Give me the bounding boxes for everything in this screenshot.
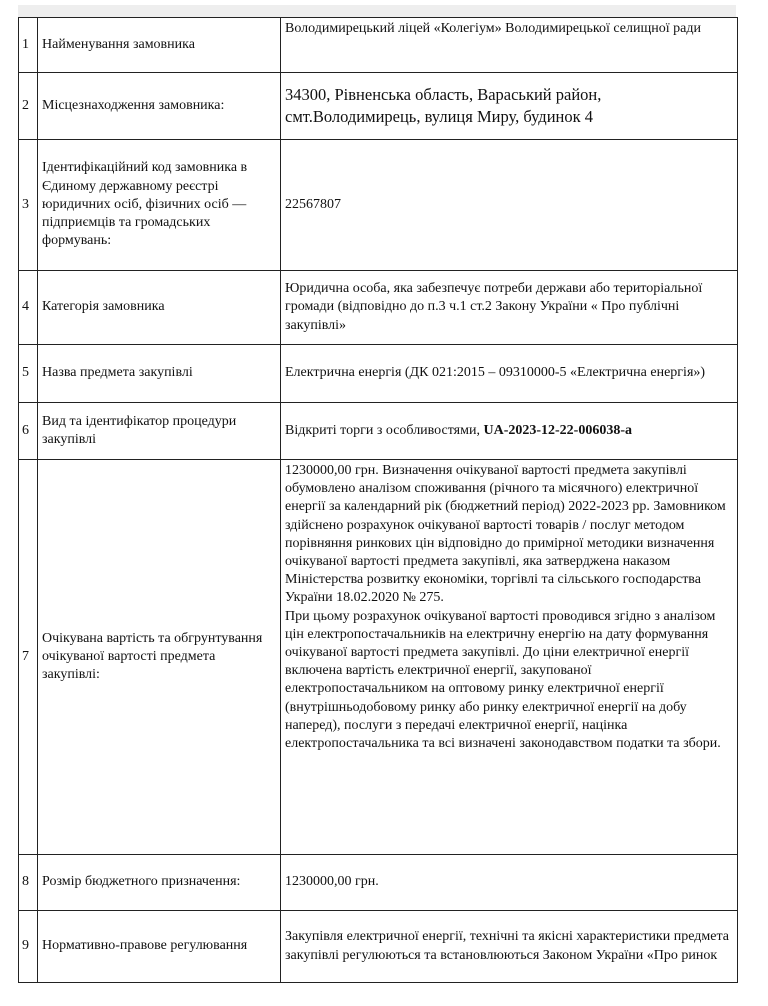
row-number: 5 [19, 345, 38, 403]
table-row [19, 271, 738, 345]
row-label: Вид та ідентифікатор процедури закупівлі [38, 403, 281, 460]
row-value: 34300, Рівненська область, Вараський район, смт.Володимирець, вулиця Миру, будинок 4 [281, 73, 738, 140]
row-value: Володимирецький ліцей «Колегіум» Володимирецької селищної ради [281, 18, 738, 73]
table-row [19, 403, 738, 460]
row-number: 8 [19, 855, 38, 911]
row-number: 3 [19, 140, 38, 271]
row-number: 4 [19, 271, 38, 345]
row-label: Найменування замовника [38, 18, 281, 73]
table-row [19, 73, 738, 140]
procedure-type-text: Відкриті торги з особливостями, [285, 422, 484, 438]
row-label: Категорія замовника [38, 271, 281, 345]
row-value: Електрична енергія (ДК 021:2015 – 09310000-5 «Електрична енергія») [281, 345, 738, 403]
table-row [19, 140, 738, 271]
row-value [281, 403, 738, 460]
table-row [19, 345, 738, 403]
row-number: 9 [19, 911, 38, 983]
table-row [19, 18, 738, 73]
row-label: Очікувана вартість та обгрунтування очікуваної вартості предмета закупівлі: [38, 460, 281, 855]
row-label: Місцезнаходження замовника: [38, 73, 281, 140]
procurement-info-table [18, 17, 738, 983]
row-label: Розмір бюджетного призначення: [38, 855, 281, 911]
row-value: Закупівля електричної енергії, технічні та якісні характеристики предмета закупівлі регулюються та встановлюються Законом України «Про ринок [281, 911, 738, 983]
row-value: Юридична особа, яка забезпечує потреби держави або територіальної громади (відповідно до п.3 ч.1 ст.2 Закону України « Про публічні закупівлі» [281, 271, 738, 345]
row-number: 6 [19, 403, 38, 460]
row-value: 1230000,00 грн. Визначення очікуваної вартості предмета закупівлі обумовлено аналізом споживання (річного та місячного) електричної енергії за календарний рік (бюджетний період) 2022-2023 рр. Замовником здійснено розрахунок очікуваної вартості товарів / послуг методом порівняння ринкових цін відповідно до примірної методики визначення очікуваної вартості предмета закупівлі, яка затверджена наказом Міністерства розвитку економіки, торгівлі та сільського господарства України 18.02.2020 № 275. При цьому розрахунок очікуваної вартості проводився згідно з аналізом цін електропостачальників на електричну енергію на дату формування очікуваної вартості предмета закупівлі. До ціни електричної енергії включена вартість електричної енергії, закупованої електропостачальником на оптовому ринку електричної енергії (внутрішньодобовому ринку або ринку електричної енергії на добу наперед), послуги з передачі електричної енергії, націнка електропостачальника та всі визначені законодавством податки та збори. [281, 460, 738, 855]
row-number: 2 [19, 73, 38, 140]
row-label: Ідентифікаційний код замовника в Єдиному державному реєстрі юридичних осіб, фізичних осіб — підприємців та громадських формувань: [38, 140, 281, 271]
row-value: 1230000,00 грн. [281, 855, 738, 911]
table-row [19, 855, 738, 911]
procedure-id-text: UA-2023-12-22-006038-a [483, 422, 632, 438]
table-row [19, 911, 738, 983]
row-number: 1 [19, 18, 38, 73]
row-label: Нормативно-правове регулювання [38, 911, 281, 983]
page-top-strip [18, 5, 736, 17]
row-value: 22567807 [281, 140, 738, 271]
row-number: 7 [19, 460, 38, 855]
table-row [19, 460, 738, 855]
row-label: Назва предмета закупівлі [38, 345, 281, 403]
